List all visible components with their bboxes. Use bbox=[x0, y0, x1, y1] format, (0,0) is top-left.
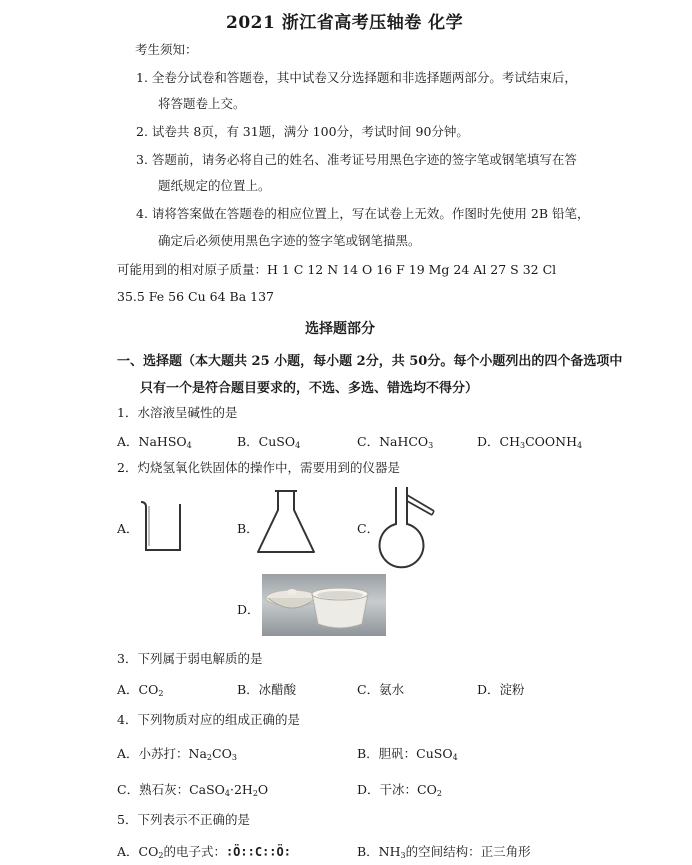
question-4-stem: 4．下列物质对应的组成正确的是 bbox=[117, 712, 300, 727]
atomic-masses-line-2: 35.5 Fe 56 Cu 64 Ba 137 bbox=[117, 289, 274, 304]
question-1-stem: 1．水溶液呈碱性的是 bbox=[117, 405, 238, 420]
question-3-option-b: B．冰醋酸 bbox=[237, 682, 297, 697]
question-1-option-d: D．$CH_3COONH_4$ bbox=[477, 434, 583, 450]
notice-item-4: 4. 请将答案做在答题卷的相应位置上，写在试卷上无效。作图时先使用 2B 铅笔， bbox=[136, 206, 590, 221]
notice-item-1-cont: 将答题卷上交。 bbox=[158, 96, 246, 111]
question-4-option-d: D．干冰：$CO_2$ bbox=[357, 782, 442, 798]
section-title: 选择题部分 bbox=[305, 321, 375, 337]
notice-item-3: 3. 答题前，请务必将自己的姓名、准考证号用黑色字迹的签字笔或钢笔填写在答 bbox=[136, 152, 577, 167]
notice-item-1: 1. 全卷分试卷和答题卷，其中试卷又分选择题和非选择题两部分。考试结束后， bbox=[136, 70, 577, 85]
question-4-option-c: C．熟石灰：$CaSO_4\cdot 2H_2O$ bbox=[117, 782, 269, 798]
notice-heading: 考生须知： bbox=[135, 42, 198, 57]
atomic-masses-line-1: 可能用到的相对原子质量：H 1 C 12 N 14 O 16 F 19 Mg 24 Al 27 S 32 Cl bbox=[117, 262, 557, 277]
notice-item-3-cont: 题纸规定的位置上。 bbox=[158, 178, 271, 193]
section-intro-line-2: 只有一个是符合题目要求的，不选、多选、错选均不得分） bbox=[140, 381, 479, 396]
co2-electron-formula: ∶Ö∶∶C∶∶Ö∶ bbox=[225, 845, 291, 859]
question-4-option-a: A．小苏打：$Na_2CO_3$ bbox=[117, 746, 237, 762]
page-title: 2021 浙江省高考压轴卷 化学 bbox=[226, 13, 464, 33]
erlenmeyer-flask-icon bbox=[255, 488, 317, 558]
question-5-stem: 5．下列表示不正确的是 bbox=[117, 812, 250, 827]
question-1-option-b: B．CuSO$_4$ bbox=[237, 434, 301, 450]
question-5-option-b: B．$NH_3$的空间结构：正三角形 bbox=[357, 844, 531, 860]
question-2-option-d-label: D． bbox=[237, 602, 260, 617]
question-3-option-a: A．$CO_2$ bbox=[117, 682, 164, 698]
question-1-option-c: C．NaHCO$_3$ bbox=[357, 434, 434, 450]
question-1-option-a: A．NaHSO$_4$ bbox=[117, 434, 192, 450]
distillation-flask-icon bbox=[376, 485, 442, 561]
question-3-option-c: C．氨水 bbox=[357, 682, 405, 697]
beaker-icon bbox=[138, 500, 188, 556]
crucible-icon bbox=[262, 574, 386, 636]
crucible-photo bbox=[262, 574, 386, 636]
question-2-stem: 2．灼烧氢氧化铁固体的操作中，需要用到的仪器是 bbox=[117, 460, 400, 475]
section-intro-line-1: 一、选择题（本大题共 25 小题，每小题 2分，共 50分。每个小题列出的四个备选项中 bbox=[117, 354, 623, 369]
question-3-stem: 3．下列属于弱电解质的是 bbox=[117, 651, 263, 666]
question-5-option-a: A．$CO_2$的电子式：∶Ö∶∶C∶∶Ö∶ bbox=[117, 844, 291, 860]
notice-item-4-cont: 确定后必须使用黑色字迹的签字笔或钢笔描黑。 bbox=[158, 233, 421, 248]
question-2-option-b-label: B． bbox=[237, 521, 259, 536]
question-2-option-c-label: C． bbox=[357, 521, 380, 536]
notice-item-2: 2. 试卷共 8页，有 31题，满分 100分，考试时间 90分钟。 bbox=[136, 124, 469, 139]
question-4-option-b: B．胆矾：CuSO$_4$ bbox=[357, 746, 458, 762]
question-2-option-a-label: A． bbox=[117, 521, 139, 536]
question-3-option-d: D．淀粉 bbox=[477, 682, 525, 697]
